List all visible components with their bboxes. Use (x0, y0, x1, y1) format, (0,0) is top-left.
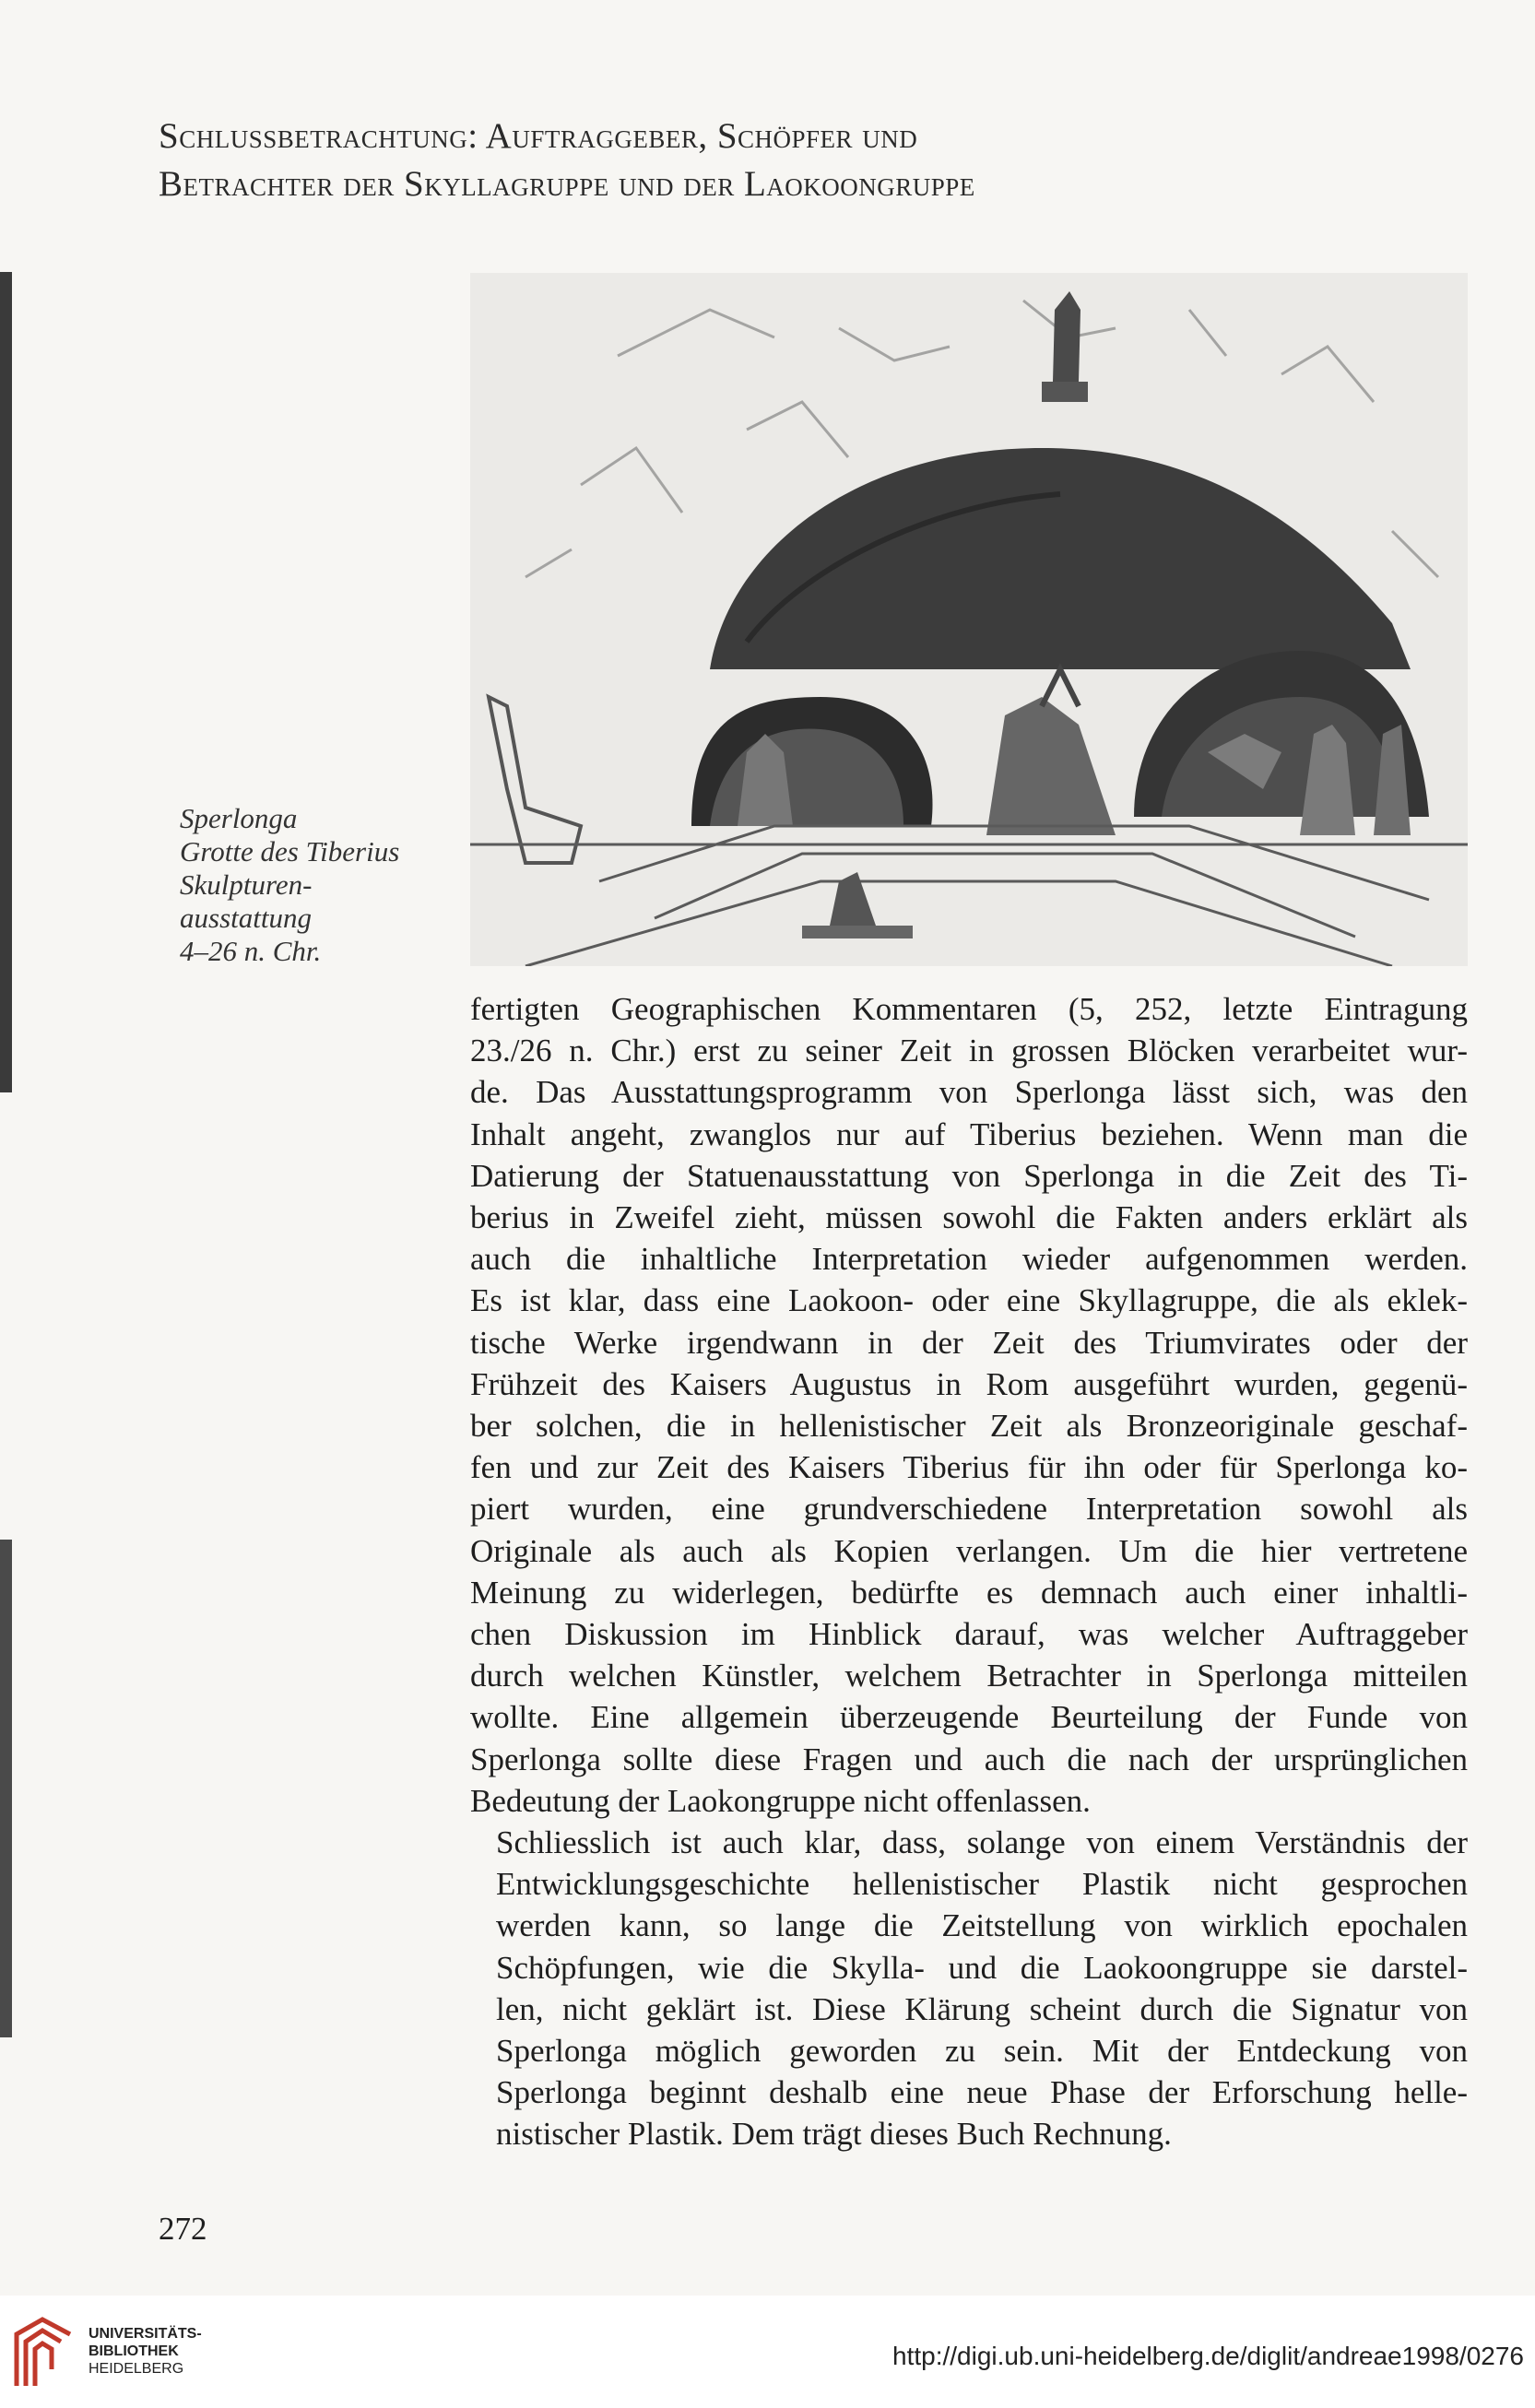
library-name (89, 2325, 202, 2378)
scan-edge-shadow (0, 1540, 12, 2037)
text-line: Sperlonga möglich geworden zu sein. Mit der Entdeckung von (496, 2033, 1468, 2070)
body-text (470, 988, 1468, 2155)
text-line: Bedeutung der Laokongruppe nicht offenlassen. (470, 1782, 1091, 1819)
caption-line: Grotte des Tiberius (180, 835, 400, 868)
text-line: wollte. Eine allgemein überzeugende Beurteilung der Funde von (470, 1699, 1468, 1736)
grotto-sketch-illustration (470, 273, 1468, 966)
scan-edge-shadow (0, 272, 12, 1092)
digitization-footer (0, 2296, 1535, 2408)
library-name-line: HEIDELBERG (89, 2361, 184, 2377)
text-line: tische Werke irgendwann in der Zeit des Triumvirates oder der (470, 1324, 1468, 1361)
text-line: Originale als auch als Kopien verlangen. Um die hier vertretene (470, 1532, 1468, 1569)
text-line: Schöpfungen, wie die Skylla- und die Laokoongruppe sie darstel- (496, 1949, 1468, 1986)
text-line: Inhalt angeht, zwanglos nur auf Tiberius beziehen. Wenn man die (470, 1115, 1468, 1152)
paragraph-1 (470, 988, 1468, 1822)
text-line: Sperlonga sollte diese Fragen und auch die nach der ursprünglichen (470, 1741, 1468, 1777)
source-url-link[interactable]: http://digi.ub.uni-heidelberg.de/diglit/andreae1998/0276 (892, 2342, 1524, 2370)
library-name-line: UNIVERSITÄTS- (89, 2326, 202, 2342)
caption-line: 4–26 n. Chr. (180, 935, 322, 967)
text-line: werden kann, so lange die Zeitstellung von wirklich epochalen (496, 1907, 1468, 1944)
text-line: Entwicklungsgeschichte hellenistischer Plastik nicht gesprochen (496, 1866, 1468, 1903)
header-line-1: Schlussbetrachtung: Auftraggeber, Schöpfer und (159, 116, 918, 156)
text-line: Meinung zu widerlegen, bedürfte es demnach auch einer inhaltli- (470, 1574, 1468, 1611)
running-header (159, 112, 1265, 208)
text-line: 23./26 n. Chr.) erst zu seiner Zeit in grossen Blöcken verarbeitet wur- (470, 1033, 1468, 1069)
text-line: Datierung der Statuenausstattung von Sperlonga in die Zeit des Ti- (470, 1157, 1468, 1194)
text-line: nistischer Plastik. Dem trägt dieses Buch Rechnung. (496, 2116, 1172, 2153)
text-line: de. Das Ausstattungsprogramm von Sperlonga lässt sich, was den (470, 1074, 1468, 1111)
text-line: chen Diskussion im Hinblick darauf, was welcher Auftraggeber (470, 1616, 1468, 1653)
text-line: fertigten Geographischen Kommentaren (5, 252, letzte Eintragung (470, 991, 1468, 1027)
grotto-drawing (470, 273, 1468, 966)
text-line: Frühzeit des Kaisers Augustus in Rom ausgeführt wurden, gegenü- (470, 1365, 1468, 1402)
page-number: 272 (159, 2211, 207, 2247)
header-line-2: Betrachter der Skyllagruppe und der Laokoongruppe (159, 164, 975, 204)
text-line: fen und zur Zeit des Kaisers Tiberius für ihn oder für Sperlonga ko- (470, 1449, 1468, 1486)
paragraph-2 (470, 1822, 1468, 2155)
text-line: len, nicht geklärt ist. Diese Klärung scheint durch die Signatur von (496, 1990, 1468, 2027)
text-line: Schliesslich ist auch klar, dass, solange von einem Verständnis der (496, 1824, 1468, 1861)
text-line: ber solchen, die in hellenistischer Zeit als Bronzeoriginale geschaf- (470, 1408, 1468, 1445)
library-name-line: BIBLIOTHEK (89, 2343, 179, 2359)
text-line: piert wurden, eine grundverschiedene Interpretation sowohl als (470, 1491, 1468, 1528)
text-line: auch die inhaltliche Interpretation wieder aufgenommen werden. (470, 1241, 1468, 1278)
library-logo-icon (9, 2314, 77, 2393)
text-line: Sperlonga beginnt deshalb eine neue Phase der Erforschung helle- (496, 2074, 1468, 2111)
text-line: berius in Zweifel zieht, müssen sowohl die Fakten anders erklärt als (470, 1199, 1468, 1236)
text-line: durch welchen Künstler, welchem Betrachter in Sperlonga mitteilen (470, 1658, 1468, 1694)
caption-line: Skulpturen- (180, 868, 313, 901)
text-line: Es ist klar, dass eine Laokoon- oder eine Skyllagruppe, die als eklek- (470, 1282, 1468, 1319)
figure-caption (180, 802, 429, 968)
caption-line: ausstattung (180, 902, 312, 934)
caption-line: Sperlonga (180, 802, 298, 834)
